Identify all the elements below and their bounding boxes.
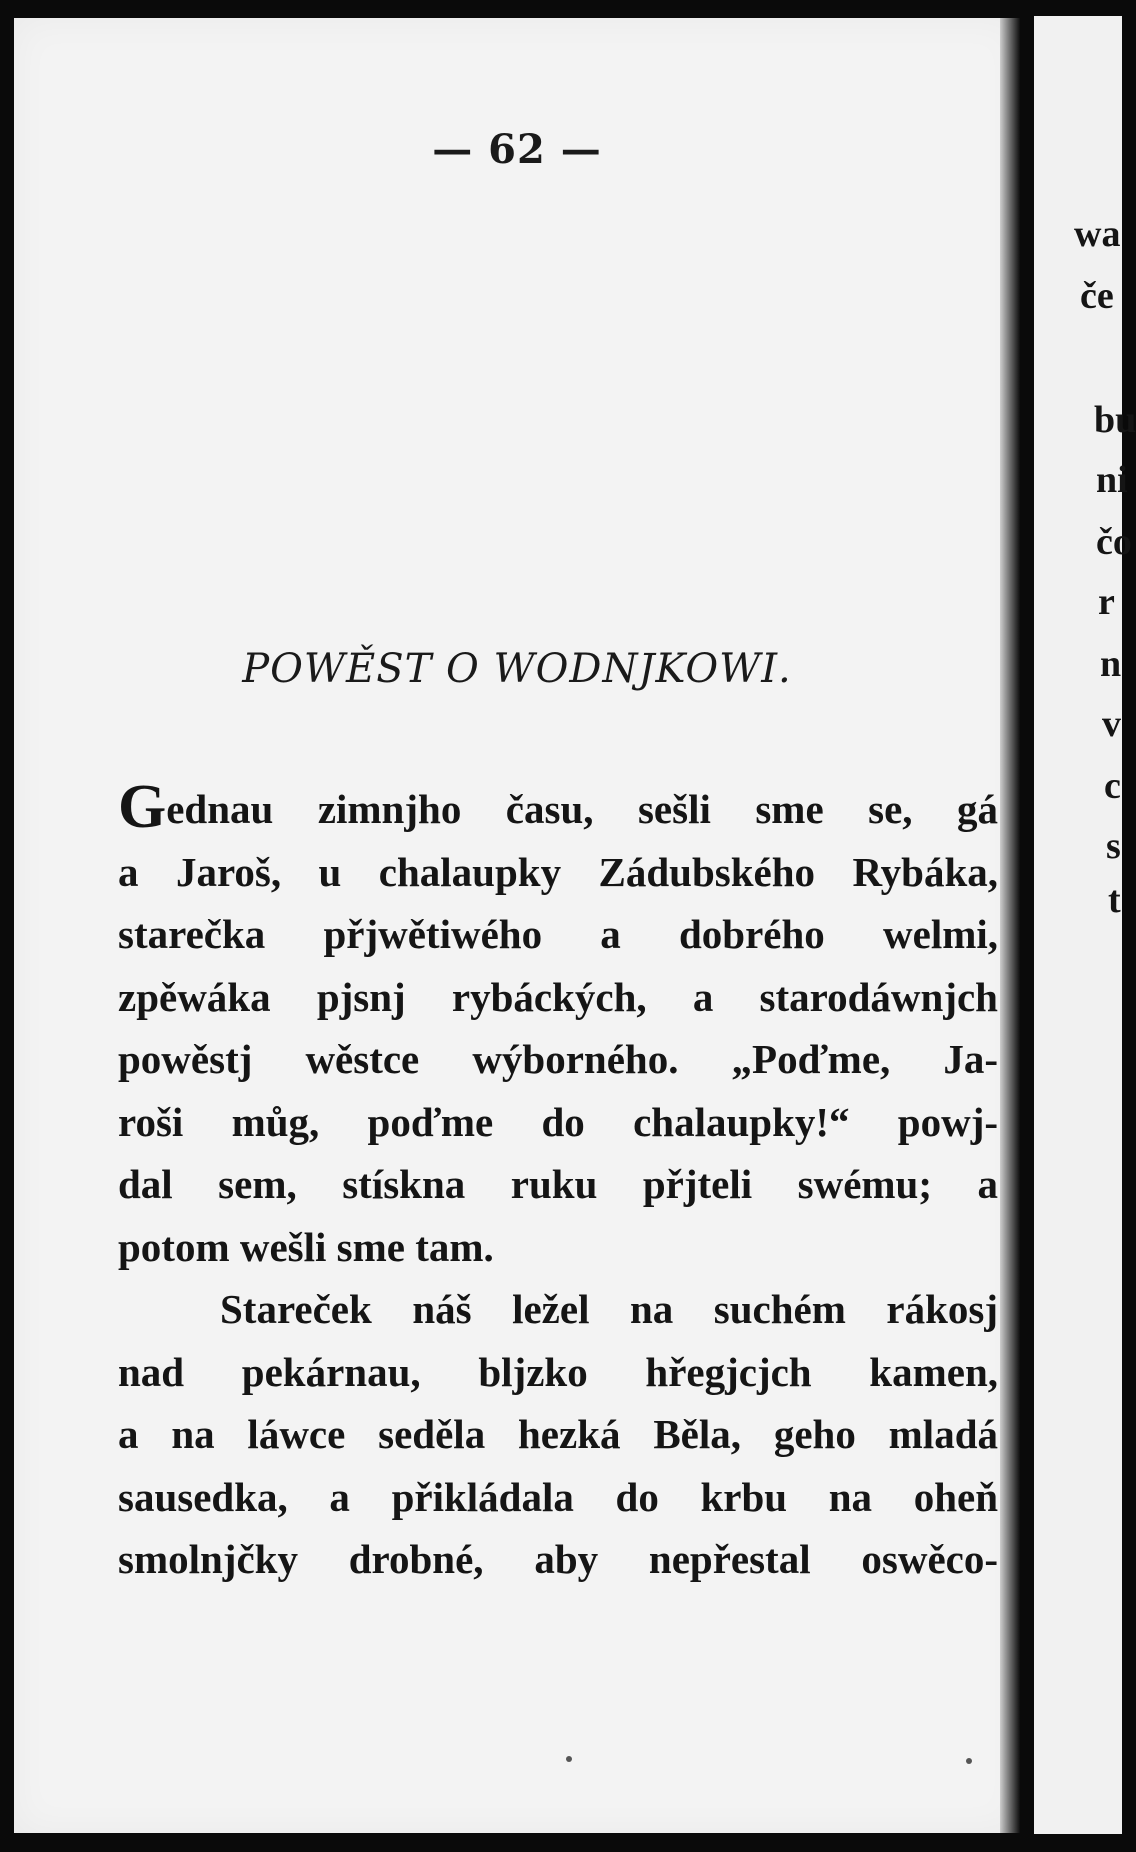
right-page-fragment: r (1098, 581, 1115, 623)
print-speck (566, 1756, 572, 1762)
text-line: smolnjčky drobné, aby nepřestal oswěco- (118, 1536, 998, 1582)
text-line: powěstj wěstce wýborného. „Poďme, Ja- (118, 1036, 998, 1082)
text-line: Gednau zimnjho času, sešli sme se, gá (118, 773, 998, 841)
print-speck (966, 1758, 972, 1764)
right-page-fragment: s (1106, 825, 1121, 867)
right-page-fragment: čo (1096, 521, 1132, 563)
text-line: nad pekárnau, bljzko hřegjcjch kamen, (118, 1348, 998, 1395)
body-text (118, 773, 998, 1591)
right-page-fragment: c (1104, 765, 1121, 807)
paragraph-1 (118, 773, 998, 1278)
right-page-fragment: bu (1094, 399, 1136, 441)
drop-cap: G (118, 773, 167, 841)
left-page (14, 18, 1020, 1833)
right-page-fragment: ni (1096, 459, 1128, 501)
text-line: sausedka, a přikládala do krbu na oheň (118, 1473, 998, 1520)
text-line: zpěwáka pjsnj rybáckých, a starodáwnjch (118, 973, 998, 1020)
text-line: a na láwce seděla hezká Běla, geho mladá (118, 1411, 998, 1457)
text-line: starečka přjwětiwého a dobrého welmi, (118, 911, 998, 957)
text-line: roši můg, poďme do chalaupky!“ powj- (118, 1098, 998, 1145)
text-line-last: potom wešli sme tam. (118, 1223, 494, 1270)
right-page-fragment: wa (1074, 213, 1121, 255)
right-page-edge (1034, 16, 1136, 1834)
chapter-title: POWĚST O WODNJKOWI. (242, 646, 792, 692)
right-page-fragment: n (1100, 643, 1122, 685)
paragraph-2 (118, 1278, 998, 1591)
text-line: a Jaroš, u chalaupky Zádubského Rybáka, (118, 848, 998, 895)
right-page-fragment: t (1108, 879, 1121, 921)
page-gutter (1000, 18, 1034, 1833)
right-page-fragment: v (1102, 703, 1121, 745)
text-line: dal sem, stískna ruku přjteli swému; a (118, 1161, 998, 1207)
right-page-fragment: če (1080, 275, 1114, 317)
text-line: Stareček náš ležel na suchém rákosj (220, 1286, 998, 1332)
page-number: — 62 — (432, 126, 602, 173)
